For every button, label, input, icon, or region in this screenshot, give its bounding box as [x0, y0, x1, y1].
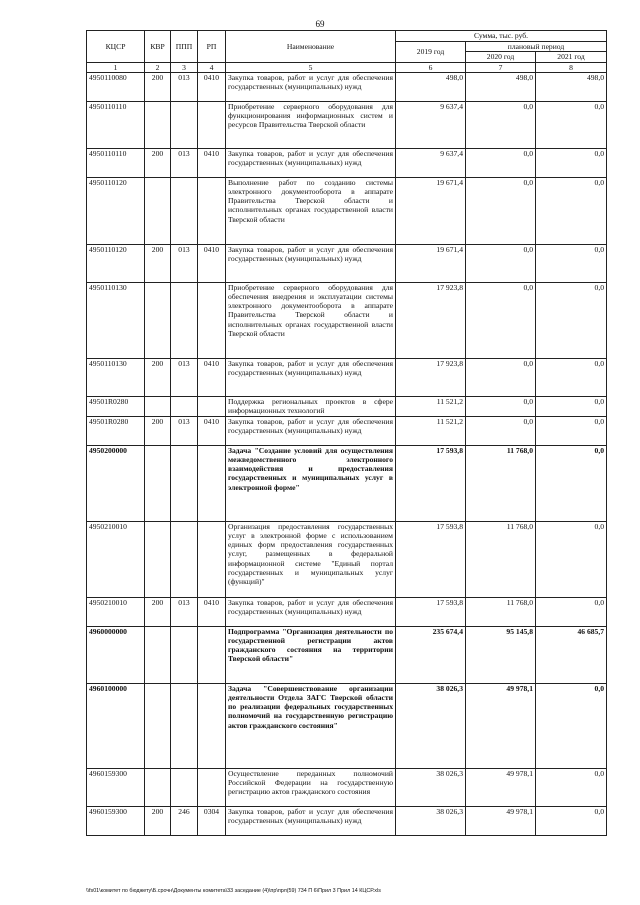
kcsr-cell: 4950110120 — [87, 244, 145, 282]
name-cell — [226, 177, 396, 244]
header-planned: плановый период — [466, 42, 607, 52]
amount-2019-cell: 19 671,4 — [396, 244, 466, 282]
ppp-cell: 013 — [171, 148, 198, 177]
header-kvr: КВР — [145, 31, 171, 63]
name-cell — [226, 396, 396, 416]
table-row — [87, 683, 607, 768]
rp-cell: 0410 — [198, 358, 226, 396]
kcsr-cell: 4950210010 — [87, 521, 145, 597]
header-2021: 2021 год — [536, 52, 607, 62]
name-cell — [226, 101, 396, 148]
ppp-cell — [171, 626, 198, 683]
ppp-cell — [171, 445, 198, 521]
kvr-cell — [145, 101, 171, 148]
header-ppp: ППП — [171, 31, 198, 63]
kvr-cell — [145, 626, 171, 683]
kvr-cell — [145, 396, 171, 416]
table-row — [87, 806, 607, 835]
kvr-cell — [145, 768, 171, 806]
index-cell: 8 — [536, 62, 607, 72]
amount-2021-cell: 0,0 — [536, 768, 607, 806]
kvr-cell — [145, 521, 171, 597]
name-text: Закупка товаров, работ и услуг для обеспечения государственных (муниципальных) нужд — [228, 148, 393, 167]
amount-2020-cell: 0,0 — [466, 101, 536, 148]
table-row — [87, 416, 607, 445]
amount-2019-cell: 17 593,8 — [396, 521, 466, 597]
name-cell — [226, 358, 396, 396]
amount-2021-cell: 0,0 — [536, 244, 607, 282]
table-row — [87, 358, 607, 396]
name-text: Задача "Создание условий для осуществления межведомственного электронного взаимодействия и предоставления государственных и муниципальных услуг в электронной форме" — [228, 445, 393, 492]
name-text: Закупка товаров, работ и услуг для обеспечения государственных (муниципальных) нужд — [228, 806, 393, 825]
rp-cell: 0410 — [198, 416, 226, 445]
kvr-cell: 200 — [145, 72, 171, 101]
amount-2019-cell: 38 026,3 — [396, 806, 466, 835]
kvr-cell: 200 — [145, 597, 171, 626]
name-cell — [226, 416, 396, 445]
table-row — [87, 282, 607, 358]
amount-2021-cell: 0,0 — [536, 416, 607, 445]
file-path-footer: \\fs01\комитет по бюджету\Б.срочн\Документы комитета\33 заседание (4)\пр\прл(59) 734 П 6\Прил 3 Прил 14 КЦСР.xls — [86, 888, 381, 894]
name-cell — [226, 244, 396, 282]
amount-2021-cell: 0,0 — [536, 282, 607, 358]
amount-2020-cell: 49 978,1 — [466, 806, 536, 835]
amount-2020-cell: 49 978,1 — [466, 768, 536, 806]
name-text: Осуществление переданных полномочий Российской Федерации на государственную регистрацию актов гражданского состояния — [228, 768, 393, 797]
name-text: Закупка товаров, работ и услуг для обеспечения государственных (муниципальных) нужд — [228, 358, 393, 377]
header-kcsr: КЦСР — [87, 31, 145, 63]
kcsr-cell: 4950110080 — [87, 72, 145, 101]
amount-2021-cell: 0,0 — [536, 358, 607, 396]
index-cell: 4 — [198, 62, 226, 72]
rp-cell: 0410 — [198, 597, 226, 626]
kcsr-cell: 4960159300 — [87, 768, 145, 806]
kcsr-cell: 4950200000 — [87, 445, 145, 521]
header-2019: 2019 год — [396, 42, 466, 63]
kvr-cell — [145, 282, 171, 358]
name-text: Поддержка региональных проектов в сфере информационных технологий — [228, 396, 393, 415]
rp-cell — [198, 683, 226, 768]
name-text: Закупка товаров, работ и услуг для обеспечения государственных (муниципальных) нужд — [228, 416, 393, 435]
kcsr-cell: 4950110130 — [87, 358, 145, 396]
ppp-cell: 013 — [171, 244, 198, 282]
index-cell: 7 — [466, 62, 536, 72]
name-cell — [226, 72, 396, 101]
kvr-cell — [145, 177, 171, 244]
name-cell — [226, 768, 396, 806]
table-row — [87, 626, 607, 683]
amount-2021-cell: 0,0 — [536, 396, 607, 416]
table-row — [87, 244, 607, 282]
amount-2020-cell: 0,0 — [466, 396, 536, 416]
ppp-cell: 246 — [171, 806, 198, 835]
index-cell: 3 — [171, 62, 198, 72]
kcsr-cell: 4950110120 — [87, 177, 145, 244]
kcsr-cell: 49501R0280 — [87, 396, 145, 416]
rp-cell: 0410 — [198, 244, 226, 282]
name-cell — [226, 806, 396, 835]
name-text: Приобретение серверного оборудования для обеспечения внедрения и эксплуатации системы электронного документооборота в аппарате Правительства Тверской области и исполнительных органах государственной власти Тверской области — [228, 282, 393, 339]
rp-cell: 0304 — [198, 806, 226, 835]
kcsr-cell: 49501R0280 — [87, 416, 145, 445]
amount-2019-cell: 38 026,3 — [396, 683, 466, 768]
rp-cell — [198, 282, 226, 358]
amount-2019-cell: 9 637,4 — [396, 101, 466, 148]
amount-2020-cell: 11 768,0 — [466, 597, 536, 626]
kvr-cell: 200 — [145, 806, 171, 835]
rp-cell — [198, 521, 226, 597]
rp-cell: 0410 — [198, 148, 226, 177]
kcsr-cell: 4950110130 — [87, 282, 145, 358]
index-cell: 2 — [145, 62, 171, 72]
ppp-cell — [171, 683, 198, 768]
ppp-cell — [171, 521, 198, 597]
ppp-cell — [171, 396, 198, 416]
amount-2021-cell: 0,0 — [536, 521, 607, 597]
table-row — [87, 521, 607, 597]
amount-2019-cell: 38 026,3 — [396, 768, 466, 806]
amount-2020-cell: 0,0 — [466, 244, 536, 282]
amount-2020-cell: 0,0 — [466, 148, 536, 177]
ppp-cell — [171, 101, 198, 148]
rp-cell — [198, 101, 226, 148]
name-cell — [226, 597, 396, 626]
kcsr-cell: 4950110110 — [87, 101, 145, 148]
header-name: Наименование — [226, 31, 396, 63]
kvr-cell — [145, 683, 171, 768]
amount-2019-cell: 11 521,2 — [396, 396, 466, 416]
table-row — [87, 445, 607, 521]
amount-2019-cell: 498,0 — [396, 72, 466, 101]
ppp-cell: 013 — [171, 358, 198, 396]
kcsr-cell: 4960159300 — [87, 806, 145, 835]
amount-2019-cell: 17 923,8 — [396, 282, 466, 358]
name-cell — [226, 148, 396, 177]
amount-2019-cell: 235 674,4 — [396, 626, 466, 683]
amount-2019-cell: 17 923,8 — [396, 358, 466, 396]
amount-2021-cell: 46 685,7 — [536, 626, 607, 683]
name-text: Закупка товаров, работ и услуг для обеспечения государственных (муниципальных) нужд — [228, 72, 393, 91]
amount-2020-cell: 11 768,0 — [466, 521, 536, 597]
ppp-cell — [171, 768, 198, 806]
ppp-cell — [171, 177, 198, 244]
name-cell — [226, 521, 396, 597]
rp-cell: 0410 — [198, 72, 226, 101]
rp-cell — [198, 626, 226, 683]
amount-2020-cell: 95 145,8 — [466, 626, 536, 683]
amount-2021-cell: 0,0 — [536, 806, 607, 835]
name-text: Закупка товаров, работ и услуг для обеспечения государственных (муниципальных) нужд — [228, 244, 393, 263]
name-text: Закупка товаров, работ и услуг для обеспечения государственных (муниципальных) нужд — [228, 597, 393, 616]
name-text: Задача "Совершенствование организации деятельности Отдела ЗАГС Тверской области по реализации федеральных государственных полномочий на государственную регистрацию актов гражданского состояния" — [228, 683, 393, 730]
amount-2020-cell: 498,0 — [466, 72, 536, 101]
kvr-cell: 200 — [145, 358, 171, 396]
amount-2019-cell: 9 637,4 — [396, 148, 466, 177]
amount-2020-cell: 0,0 — [466, 416, 536, 445]
table-row — [87, 177, 607, 244]
kcsr-cell: 4960100000 — [87, 683, 145, 768]
table-row — [87, 597, 607, 626]
amount-2019-cell: 17 593,8 — [396, 445, 466, 521]
name-text: Организация предоставления государственных услуг в электронной форме с использованием единых форм предоставления государственных услуг, размещенных в федеральной информационной системе "Единый портал государственных и муниципальных услуг (функций)" — [228, 521, 393, 587]
amount-2021-cell: 498,0 — [536, 72, 607, 101]
rp-cell — [198, 445, 226, 521]
amount-2021-cell: 0,0 — [536, 597, 607, 626]
table-row — [87, 101, 607, 148]
ppp-cell: 013 — [171, 597, 198, 626]
ppp-cell — [171, 282, 198, 358]
ppp-cell: 013 — [171, 416, 198, 445]
amount-2019-cell: 19 671,4 — [396, 177, 466, 244]
amount-2020-cell: 11 768,0 — [466, 445, 536, 521]
header-2020: 2020 год — [466, 52, 536, 62]
kvr-cell: 200 — [145, 416, 171, 445]
amount-2020-cell: 0,0 — [466, 282, 536, 358]
amount-2020-cell: 0,0 — [466, 358, 536, 396]
amount-2021-cell: 0,0 — [536, 683, 607, 768]
amount-2019-cell: 11 521,2 — [396, 416, 466, 445]
amount-2020-cell: 49 978,1 — [466, 683, 536, 768]
header-sum: Сумма, тыс. руб. — [396, 31, 607, 42]
name-cell — [226, 683, 396, 768]
name-cell — [226, 445, 396, 521]
index-cell: 5 — [226, 62, 396, 72]
kcsr-cell: 4950210010 — [87, 597, 145, 626]
kvr-cell: 200 — [145, 244, 171, 282]
table-row — [87, 72, 607, 101]
header-rp: РП — [198, 31, 226, 63]
name-text: Выполнение работ по созданию системы электронного документооборота в аппарате Правительства Тверской области и исполнительных органах государственной власти Тверской области — [228, 177, 393, 224]
amount-2019-cell: 17 593,8 — [396, 597, 466, 626]
index-cell: 6 — [396, 62, 466, 72]
kcsr-cell: 4950110110 — [87, 148, 145, 177]
name-text: Подпрограмма "Организация деятельности по государственной регистрации актов гражданского состояния на территории Тверской области" — [228, 626, 393, 664]
amount-2020-cell: 0,0 — [466, 177, 536, 244]
table-row — [87, 768, 607, 806]
table-row — [87, 148, 607, 177]
budget-table — [86, 30, 607, 836]
rp-cell — [198, 177, 226, 244]
ppp-cell: 013 — [171, 72, 198, 101]
index-cell: 1 — [87, 62, 145, 72]
amount-2021-cell: 0,0 — [536, 177, 607, 244]
kvr-cell: 200 — [145, 148, 171, 177]
kcsr-cell: 4960000000 — [87, 626, 145, 683]
rp-cell — [198, 768, 226, 806]
amount-2021-cell: 0,0 — [536, 101, 607, 148]
name-cell — [226, 626, 396, 683]
kvr-cell — [145, 445, 171, 521]
page-number: 69 — [315, 19, 325, 29]
amount-2021-cell: 0,0 — [536, 445, 607, 521]
amount-2021-cell: 0,0 — [536, 148, 607, 177]
rp-cell — [198, 396, 226, 416]
name-text: Приобретение серверного оборудования для функционирования информационных систем и ресурсов Правительства Тверской области — [228, 101, 393, 130]
name-cell — [226, 282, 396, 358]
table-row — [87, 396, 607, 416]
